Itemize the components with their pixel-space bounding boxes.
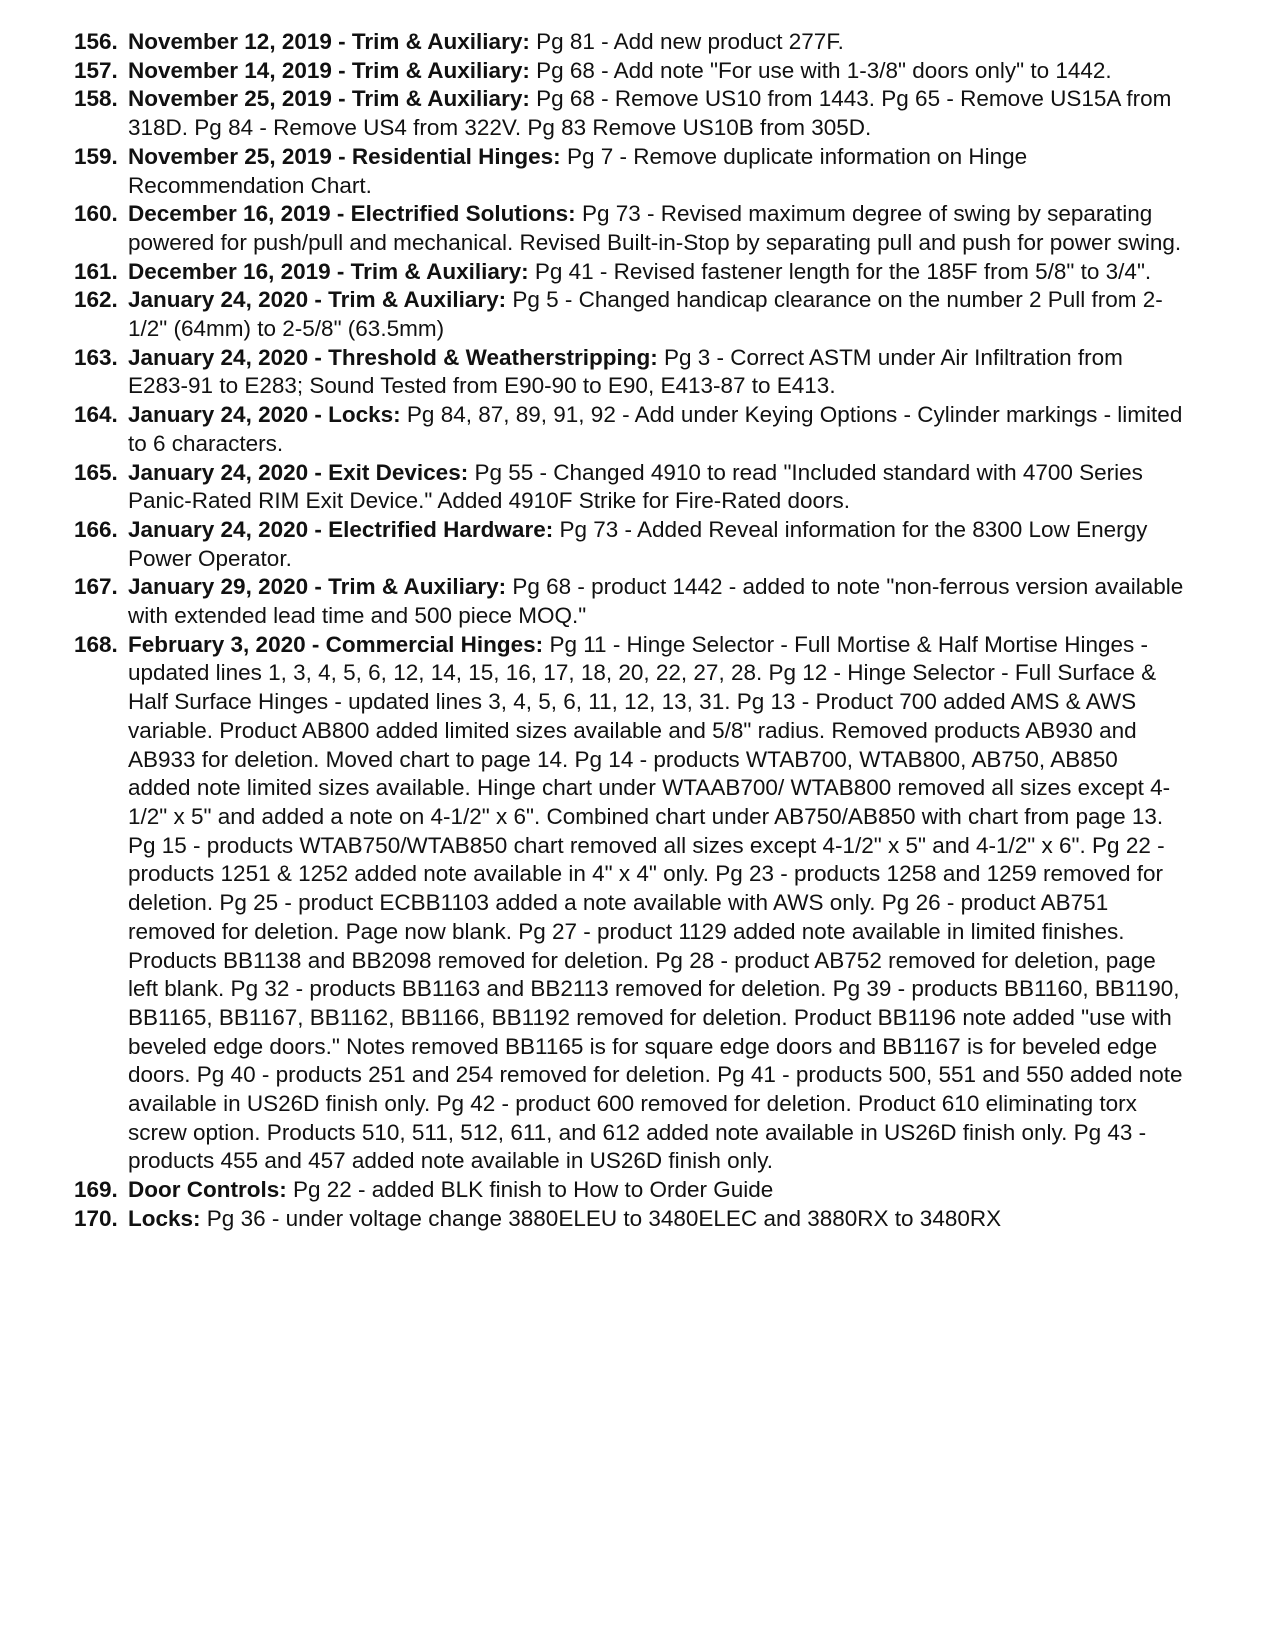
entry-heading: November 25, 2019 - Residential Hinges: [128,143,561,169]
entry-heading: Locks: [128,1205,201,1231]
entry-heading: December 16, 2019 - Electrified Solutions: [128,201,576,227]
entry-number: 165. [74,459,118,485]
revision-entry-166 [74,516,1184,573]
entry-text: Pg 36 - under voltage change 3880ELEU to 3480ELEC and 3880RX to 3480RX [206,1205,1002,1231]
entry-number: 161. [74,258,118,284]
revision-entry-168 [74,631,1184,1176]
entry-number: 159. [74,143,118,169]
entry-text: Pg 73 - Revised maximum degree of swing by separating powered for push/pull and mechanical. Revised Built-in-Stop by separating pull and push for power swing. [128,201,1182,255]
entry-text: Pg 11 - Hinge Selector - Full Mortise & Half Mortise Hinges - updated lines 1, 3, 4, 5, 6, 12, 14, 15, 16, 17, 18, 20, 22, 27, 28. Pg 12 - Hinge Selector - Full Surface & Half Surface Hinges - updated lines 3, 4, 5, 6, 11, 12, 13, 31. Pg 13 - Product 700 added AMS & AWS variable. Product AB800 added limited sizes available and 5/8" radius. Removed products AB930 and AB933 for deletion. Moved chart to page 14. Pg 14 - products WTAB700, WTAB800, AB750, AB850 added note limited sizes available. Hinge chart under WTAAB700/ WTAB800 removed all sizes except 4-1/2" x 5" and added a note on 4-1/2" x 6". Combined chart under AB750/AB850 with chart from page 13. Pg 15 - products WTAB750/WTAB850 chart removed all sizes except 4-1/2" x 5" and 4-1/2" x 6". Pg 22 - products 1251 & 1252 added note available in 4" x 4" only. Pg 23 - products 1258 and 1259 removed for deletion. Pg 25 - product ECBB1103 added a note available with AWS only. Pg 26 - product AB751 removed for deletion. Page now blank. Pg 27 - product 1129 added note available in limited finishes. Products BB1138 and BB2098 removed for deletion. Pg 28 - product AB752 removed for deletion, page left blank. Pg 32 - products BB1163 and BB2113 removed for deletion. Pg 39 - products BB1160, BB1190, BB1165, BB1167, BB1162, BB1166, BB1192 removed for deletion. Product BB1196 note added "use with beveled edge doors." Notes removed BB1165 is for square edge doors and BB1167 is for beveled edge doors. Pg 40 - products 251 and 254 removed for deletion. Pg 41 - products 500, 551 and 550 added note available in US26D finish only. Pg 42 - product 600 removed for deletion. Product 610 eliminating torx screw option. Products 510, 511, 512, 611, and 612 added note available in US26D finish only. Pg 43 - products 455 and 457 added note available in US26D finish only. [128,631,1183,1174]
revision-list [74,28,1184,1234]
entry-text: Pg 84, 87, 89, 91, 92 - Add under Keying Options - Cylinder markings - limited to 6 characters. [128,402,1183,456]
entry-number: 168. [74,631,118,657]
entry-heading: November 25, 2019 - Trim & Auxiliary: [128,86,530,112]
entry-heading: November 14, 2019 - Trim & Auxiliary: [128,57,530,83]
entry-heading: January 24, 2020 - Threshold & Weatherstripping: [128,344,658,370]
entry-text: Pg 73 - Added Reveal information for the 8300 Low Energy Power Operator. [128,516,1148,571]
revision-entry-165 [74,459,1184,516]
revision-entry-163 [74,344,1184,401]
entry-number: 163. [74,344,118,370]
entry-number: 166. [74,516,118,542]
revision-entry-169 [74,1176,1184,1205]
entry-heading: February 3, 2020 - Commercial Hinges: [128,631,544,657]
entry-heading: November 12, 2019 - Trim & Auxiliary: [128,29,530,54]
entry-number: 160. [74,201,118,227]
entry-text: Pg 68 - Remove US10 from 1443. Pg 65 - Remove US15A from 318D. Pg 84 - Remove US4 from 322V. Pg 83 Remove US10B from 305D. [128,86,1172,141]
entry-text: Pg 68 - Add note "For use with 1-3/8" doors only" to 1442. [536,57,1112,83]
revision-entry-156 [74,28,1184,57]
revision-entry-162 [74,286,1184,343]
revision-entry-160 [74,200,1184,257]
entry-text: Pg 81 - Add new product 277F. [536,29,844,54]
entry-text: Pg 3 - Correct ASTM under Air Infiltration from E283-91 to E283; Sound Tested from E90-90 to E90, E413-87 to E413. [128,344,1123,399]
revision-entry-157 [74,57,1184,86]
entry-heading: January 24, 2020 - Exit Devices: [128,459,469,485]
entry-heading: January 24, 2020 - Locks: [128,402,401,428]
entry-text: Pg 55 - Changed 4910 to read "Included standard with 4700 Series Panic-Rated RIM Exit Device." Added 4910F Strike for Fire-Rated doors. [128,459,1143,514]
revision-entry-161 [74,258,1184,287]
entry-number: 162. [74,287,118,313]
entry-text: Pg 5 - Changed handicap clearance on the number 2 Pull from 2-1/2" (64mm) to 2-5/8" (63.5mm) [128,287,1163,342]
entry-heading: December 16, 2019 - Trim & Auxiliary: [128,258,529,284]
entry-text: Pg 41 - Revised fastener length for the 185F from 5/8" to 3/4". [534,258,1152,284]
entry-number: 157. [74,57,118,83]
revision-entry-158 [74,85,1184,142]
entry-text: Pg 7 - Remove duplicate information on Hinge Recommendation Chart. [128,143,1028,198]
entry-number: 156. [74,29,118,54]
entry-text: Pg 68 - product 1442 - added to note "non-ferrous version available with extended lead time and 500 piece MOQ." [128,574,1184,629]
entry-number: 169. [74,1177,118,1203]
revision-entry-159 [74,143,1184,200]
entry-text: Pg 22 - added BLK finish to How to Order Guide [293,1177,774,1203]
revision-entry-167 [74,573,1184,630]
entry-heading: January 24, 2020 - Electrified Hardware: [128,516,554,542]
revision-entry-164 [74,401,1184,458]
entry-heading: Door Controls: [128,1177,287,1203]
entry-number: 158. [74,86,118,112]
entry-number: 170. [74,1205,118,1231]
entry-number: 164. [74,402,118,428]
entry-heading: January 24, 2020 - Trim & Auxiliary: [128,287,507,313]
entry-heading: January 29, 2020 - Trim & Auxiliary: [128,574,507,600]
revision-entry-170 [74,1205,1184,1234]
entry-number: 167. [74,574,118,600]
